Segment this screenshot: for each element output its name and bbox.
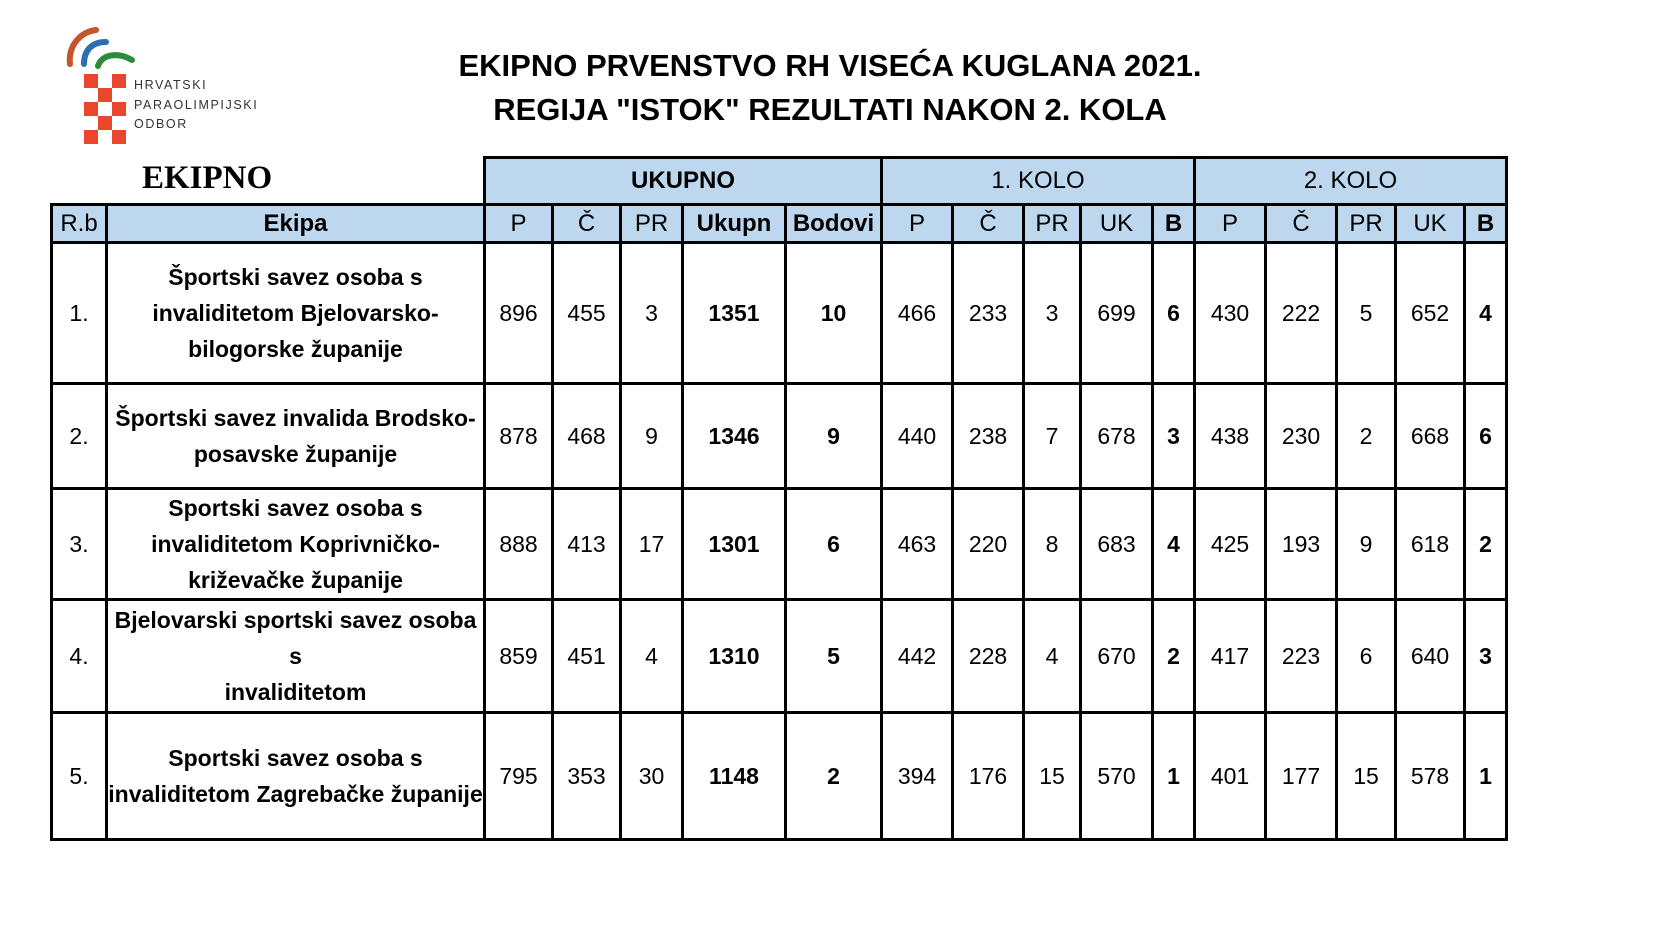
score-cell: 230 <box>1266 384 1337 489</box>
score-cell: 6 <box>786 489 882 600</box>
col-k2-c: Č <box>1266 205 1337 243</box>
col-k1-c: Č <box>953 205 1024 243</box>
rank-cell: 5. <box>52 713 107 840</box>
col-k2-b: B <box>1465 205 1507 243</box>
team-name-line: invaliditetom Koprivničko- <box>151 531 440 557</box>
team-cell <box>107 489 485 600</box>
score-cell: 9 <box>1337 489 1396 600</box>
score-cell: 430 <box>1195 243 1266 384</box>
col-c: Č <box>553 205 621 243</box>
team-name-line: Sportski savez osoba s <box>168 495 423 521</box>
score-cell: 401 <box>1195 713 1266 840</box>
score-cell: 896 <box>485 243 553 384</box>
rank-cell: 1. <box>52 243 107 384</box>
score-cell: 1346 <box>683 384 786 489</box>
score-cell: 3 <box>1024 243 1081 384</box>
score-cell: 6 <box>1337 600 1396 713</box>
table-row <box>52 600 1507 713</box>
score-cell: 220 <box>953 489 1024 600</box>
score-cell: 394 <box>882 713 953 840</box>
rank-cell: 3. <box>52 489 107 600</box>
logo-line: PARAOLIMPIJSKI <box>134 97 259 112</box>
team-name-line: invaliditetom Bjelovarsko- <box>152 300 439 326</box>
score-cell: 425 <box>1195 489 1266 600</box>
score-cell: 578 <box>1396 713 1465 840</box>
score-cell: 17 <box>621 489 683 600</box>
score-cell: 640 <box>1396 600 1465 713</box>
col-bodovi: Bodovi <box>786 205 882 243</box>
score-cell: 3 <box>621 243 683 384</box>
score-cell: 678 <box>1081 384 1153 489</box>
score-cell: 9 <box>621 384 683 489</box>
logo-line: ODBOR <box>134 117 188 131</box>
score-cell: 176 <box>953 713 1024 840</box>
score-cell: 177 <box>1266 713 1337 840</box>
score-cell: 618 <box>1396 489 1465 600</box>
score-cell: 233 <box>953 243 1024 384</box>
score-cell: 4 <box>621 600 683 713</box>
score-cell: 2 <box>1153 600 1195 713</box>
col-k1-b: B <box>1153 205 1195 243</box>
score-cell: 4 <box>1465 243 1507 384</box>
score-cell: 699 <box>1081 243 1153 384</box>
team-cell <box>107 600 485 713</box>
col-k2-uk: UK <box>1396 205 1465 243</box>
score-cell: 1 <box>1465 713 1507 840</box>
team-name-line: bilogorske županije <box>188 336 403 362</box>
team-name-line: invaliditetom Zagrebačke županije <box>108 781 483 807</box>
score-cell: 670 <box>1081 600 1153 713</box>
page-title: EKIPNO PRVENSTVO RH VISEĆA KUGLANA 2021. <box>458 48 1202 83</box>
score-cell: 6 <box>1465 384 1507 489</box>
score-cell: 652 <box>1396 243 1465 384</box>
logo-text <box>134 76 258 135</box>
col-k2-p: P <box>1195 205 1266 243</box>
score-cell: 1351 <box>683 243 786 384</box>
score-cell: 353 <box>553 713 621 840</box>
score-cell: 2 <box>1465 489 1507 600</box>
score-cell: 6 <box>1153 243 1195 384</box>
table-row <box>52 243 1507 384</box>
score-cell: 30 <box>621 713 683 840</box>
table-row <box>52 489 1507 600</box>
team-name-line: Športski savez osoba s <box>168 264 423 290</box>
score-cell: 1 <box>1153 713 1195 840</box>
col-k2-pr: PR <box>1337 205 1396 243</box>
group-spacer <box>52 158 485 205</box>
score-cell: 466 <box>882 243 953 384</box>
team-cell <box>107 384 485 489</box>
col-k1-p: P <box>882 205 953 243</box>
score-cell: 223 <box>1266 600 1337 713</box>
col-rb: R.b <box>52 205 107 243</box>
page-subtitle: REGIJA "ISTOK" REZULTATI NAKON 2. KOLA <box>493 92 1167 127</box>
score-cell: 15 <box>1337 713 1396 840</box>
score-cell: 438 <box>1195 384 1266 489</box>
score-cell: 413 <box>553 489 621 600</box>
score-cell: 468 <box>553 384 621 489</box>
score-cell: 451 <box>553 600 621 713</box>
score-cell: 1148 <box>683 713 786 840</box>
col-ekipa: Ekipa <box>107 205 485 243</box>
score-cell: 193 <box>1266 489 1337 600</box>
team-cell <box>107 713 485 840</box>
score-cell: 7 <box>1024 384 1081 489</box>
results-table <box>50 156 1508 841</box>
table-row <box>52 384 1507 489</box>
score-cell: 228 <box>953 600 1024 713</box>
score-cell: 2 <box>1337 384 1396 489</box>
team-cell <box>107 243 485 384</box>
group-ukupno: UKUPNO <box>485 158 882 205</box>
score-cell: 442 <box>882 600 953 713</box>
team-name-line: posavske županije <box>193 441 398 467</box>
group-kolo-1: 1. KOLO <box>882 158 1195 205</box>
score-cell: 1301 <box>683 489 786 600</box>
score-cell: 455 <box>553 243 621 384</box>
score-cell: 417 <box>1195 600 1266 713</box>
score-cell: 10 <box>786 243 882 384</box>
score-cell: 683 <box>1081 489 1153 600</box>
score-cell: 222 <box>1266 243 1337 384</box>
score-cell: 3 <box>1465 600 1507 713</box>
score-cell: 238 <box>953 384 1024 489</box>
group-header-row <box>52 158 1507 205</box>
score-cell: 1310 <box>683 600 786 713</box>
score-cell: 859 <box>485 600 553 713</box>
team-name-line: invaliditetom <box>224 679 367 705</box>
group-kolo-2: 2. KOLO <box>1195 158 1507 205</box>
score-cell: 888 <box>485 489 553 600</box>
section-label: EKIPNO <box>142 160 273 196</box>
score-cell: 2 <box>786 713 882 840</box>
rank-cell: 2. <box>52 384 107 489</box>
col-pr: PR <box>621 205 683 243</box>
score-cell: 878 <box>485 384 553 489</box>
score-cell: 440 <box>882 384 953 489</box>
team-name-line: Bjelovarski sportski savez osoba s <box>114 607 477 669</box>
score-cell: 795 <box>485 713 553 840</box>
rank-cell: 4. <box>52 600 107 713</box>
col-ukupn: Ukupn <box>683 205 786 243</box>
score-cell: 9 <box>786 384 882 489</box>
score-cell: 3 <box>1153 384 1195 489</box>
logo-line: HRVATSKI <box>134 78 208 92</box>
score-cell: 5 <box>786 600 882 713</box>
score-cell: 4 <box>1024 600 1081 713</box>
col-p: P <box>485 205 553 243</box>
score-cell: 463 <box>882 489 953 600</box>
score-cell: 5 <box>1337 243 1396 384</box>
column-header-row <box>52 205 1507 243</box>
team-name-line: Športski savez invalida Brodsko- <box>115 405 476 431</box>
table-row <box>52 713 1507 840</box>
score-cell: 668 <box>1396 384 1465 489</box>
score-cell: 4 <box>1153 489 1195 600</box>
col-k1-pr: PR <box>1024 205 1081 243</box>
col-k1-uk: UK <box>1081 205 1153 243</box>
team-name-line: Sportski savez osoba s <box>168 745 423 771</box>
score-cell: 8 <box>1024 489 1081 600</box>
score-cell: 15 <box>1024 713 1081 840</box>
score-cell: 570 <box>1081 713 1153 840</box>
team-name-line: križevačke županije <box>188 567 403 593</box>
